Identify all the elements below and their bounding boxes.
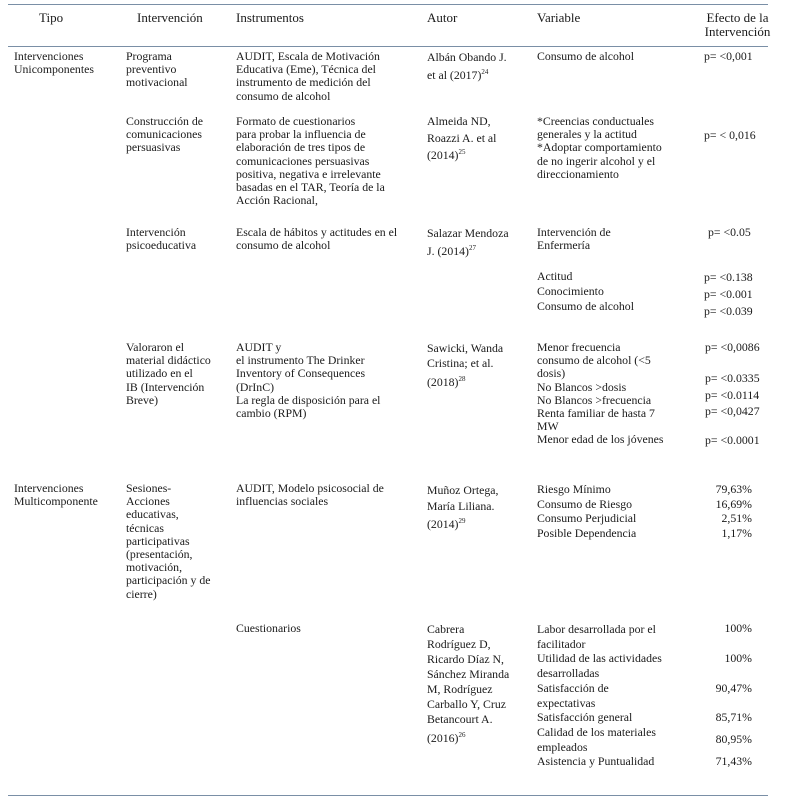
row-variable: Menor frecuencia consumo de alcohol (<5 dosis) No Blancos >dosis No Blancos >frecuencia Renta familiar de hasta 7 MW Menor edad de los jóvenes	[537, 340, 664, 447]
row-efecto: p= <0.05	[708, 225, 751, 239]
reference-number: 29	[458, 517, 466, 525]
row-instrumentos: Formato de cuestionarios para probar la influencia de elaboración de tres tipos de comunicaciones persuasivas positiva, negativa e irrelevante basadas en el TAR, Teoría de la Acción Racional,	[236, 114, 385, 208]
row-variable: Actitud Conocimiento Consumo de alcohol	[537, 269, 634, 313]
row-efecto: 100%	[724, 621, 752, 635]
row-autor: Sawicki, Wanda Cristina; et al. $(2018)^{28}$	[427, 341, 504, 389]
row-instrumentos: AUDIT, Escala de Motivación Educativa (Eme), Técnica del instrumento de medición del consumo de alcohol	[236, 49, 380, 103]
row-efecto: 100%	[724, 651, 752, 665]
row-autor: Muñoz Ortega, María Liliana. $(2014)^{29}$	[427, 483, 499, 531]
row-efecto: p= <0,0086	[705, 340, 760, 354]
row-instrumentos: Cuestionarios	[236, 621, 301, 635]
row-efecto: p= <0.138 p= <0.001 p= <0.039	[704, 270, 753, 318]
top-rule	[8, 4, 768, 5]
row-instrumentos: AUDIT y el instrumento The Drinker Inventory of Consequences (DrInC) La regla de disposición para el cambio (RPM)	[236, 340, 381, 421]
row-efecto: 80,95%	[715, 732, 752, 746]
header-efecto-line1: Efecto de la	[706, 10, 769, 25]
row-autor: Cabrera Rodríguez D, Ricardo Díaz N, Sánchez Miranda M, Rodríguez Carballo Y, Cruz Betancourt A. $(2016)^{26}$	[427, 622, 510, 745]
row-efecto: p= <0,001	[704, 49, 753, 63]
row-autor: Salazar Mendoza J. $(2014)^{27}$	[427, 226, 509, 258]
row-intervencion: Valoraron el material didáctico utilizado en el IB (Intervención Breve)	[126, 340, 211, 407]
row-intervencion: Programa preventivo motivacional	[126, 49, 188, 90]
reference-number: 27	[468, 244, 476, 252]
header-variable: Variable	[537, 10, 581, 25]
row-intervencion: Sesiones- Acciones educativas, técnicas participativas (presentación, motivación, participación y de cierre)	[126, 481, 211, 601]
row-intervencion: Construcción de comunicaciones persuasivas	[126, 114, 203, 155]
reference-number: 24	[481, 68, 489, 76]
row-instrumentos: Escala de hábitos y actitudes en el consumo de alcohol	[236, 225, 398, 253]
header-instrumentos: Instrumentos	[236, 10, 304, 25]
header-rule	[8, 46, 768, 47]
header-intervencion: Intervención	[137, 10, 203, 25]
reference-number: 28	[458, 375, 466, 383]
row-efecto: 85,71%	[715, 710, 752, 724]
row-variable: Intervención de Enfermería	[537, 225, 611, 253]
row-instrumentos: AUDIT, Modelo psicosocial de influencias sociales	[236, 481, 384, 509]
row-efecto: 79,63% 16,69% 2,51% 1,17%	[715, 482, 752, 540]
tipo-multicomponente: Intervenciones Multicomponente	[14, 481, 98, 509]
row-efecto: 71,43%	[715, 754, 752, 768]
row-autor: Almeida ND, Roazzi A. et al $(2014)^{25}$	[427, 114, 497, 162]
header-efecto-line2: Intervención	[704, 24, 771, 39]
header-efecto	[690, 11, 785, 39]
header-tipo: Tipo	[39, 10, 64, 25]
header-autor: Autor	[427, 10, 458, 25]
reference-number: 25	[458, 148, 466, 156]
row-variable: Labor desarrollada por el facilitador Utilidad de las actividades desarrolladas Satisfacción de expectativas Satisfacción general Calidad de los materiales empleados Asistencia y Puntualidad	[537, 622, 662, 769]
row-efecto: p= <0.0335 p= <0.0114 p= <0,0427	[705, 371, 760, 418]
row-variable: Riesgo Mínimo Consumo de Riesgo Consumo Perjudicial Posible Dependencia	[537, 482, 637, 540]
row-variable: Consumo de alcohol	[537, 49, 634, 63]
row-efecto: 90,47%	[715, 681, 752, 695]
row-variable: *Creencias conductuales generales y la actitud *Adoptar comportamiento de no ingerir alcohol y el direccionamiento	[537, 114, 662, 181]
row-efecto: p= < 0,016	[704, 128, 756, 142]
bottom-rule	[8, 795, 768, 796]
row-intervencion: Intervención psicoeducativa	[126, 225, 197, 253]
tipo-unicomponentes: Intervenciones Unicomponentes	[14, 49, 94, 77]
reference-number: 26	[458, 731, 466, 739]
row-efecto: p= <0.0001	[705, 433, 760, 447]
row-autor: Albán Obando J. et al $(2017)^{24}$	[427, 50, 507, 82]
